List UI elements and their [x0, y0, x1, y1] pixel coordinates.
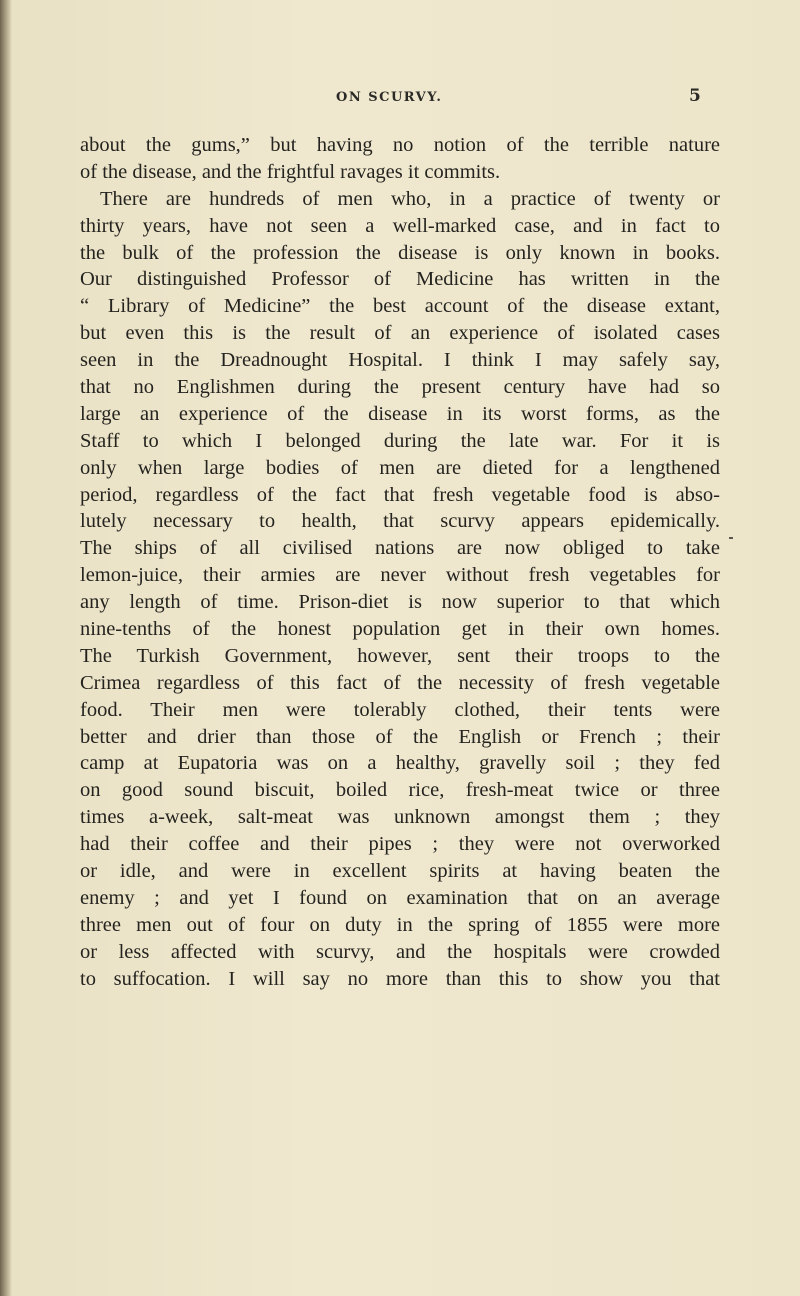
text-line: food. Their men were tolerably clothed, their tents were [80, 698, 720, 721]
text-line: seen in the Dreadnought Hospital. I think I may safely say, [80, 349, 720, 372]
text-line: to suffocation. I will say no more than this to show you that [80, 967, 720, 990]
text-line: any length of time. Prison-diet is now superior to that which [80, 591, 720, 614]
text-line: only when large bodies of men are dieted for a lengthened [80, 456, 720, 479]
text-line: The ships of all civilised nations are now obliged to take [80, 537, 720, 560]
text-line: Our distinguished Professor of Medicine has written in the [80, 268, 720, 291]
text-line: large an experience of the disease in its worst forms, as the [80, 402, 720, 425]
text-line: “ Library of Medicine” the best account of the disease extant, [80, 295, 720, 318]
body-text [80, 132, 720, 993]
text-line: period, regardless of the fact that fresh vegetable food is abso- [80, 483, 720, 506]
text-line: or idle, and were in excellent spirits at having beaten the [80, 860, 720, 883]
text-line: The Turkish Government, however, sent their troops to the [80, 644, 720, 667]
text-line: Crimea regardless of this fact of the necessity of fresh vegetable [80, 671, 720, 694]
text-line: the bulk of the profession the disease is only known in books. [80, 241, 720, 264]
text-line: that no Englishmen during the present century have had so [80, 376, 720, 399]
page-gutter-shadow [0, 0, 12, 1296]
text-line: had their coffee and their pipes ; they were not overworked [80, 833, 720, 856]
page-header [0, 86, 800, 110]
text-line: nine-tenths of the honest population get in their own homes. [80, 618, 720, 641]
text-line: lutely necessary to health, that scurvy appears epidemically. [80, 510, 720, 533]
text-line: of the disease, and the frightful ravages it commits. [80, 160, 501, 183]
margin-mark [729, 537, 733, 539]
text-line: There are hundreds of men who, in a practice of twenty or [100, 187, 720, 210]
text-line: Staff to which I belonged during the late war. For it is [80, 429, 720, 452]
page-number: 5 [689, 86, 701, 106]
text-line: but even this is the result of an experience of isolated cases [80, 322, 720, 345]
running-head: ON SCURVY. [336, 90, 443, 105]
text-line: about the gums,” but having no notion of the terrible nature [80, 134, 720, 156]
text-line: thirty years, have not seen a well-marked case, and in fact to [80, 214, 720, 237]
text-line: or less affected with scurvy, and the hospitals were crowded [80, 940, 720, 963]
text-line: three men out of four on duty in the spring of 1855 were more [80, 913, 720, 936]
text-line: better and drier than those of the English or French ; their [80, 725, 720, 748]
text-line: camp at Eupatoria was on a healthy, gravelly soil ; they fed [80, 752, 720, 775]
text-line: lemon-juice, their armies are never without fresh vegetables for [80, 564, 720, 587]
text-line: enemy ; and yet I found on examination that on an average [80, 886, 720, 909]
text-line: times a-week, salt-meat was unknown amongst them ; they [80, 806, 720, 829]
text-line: on good sound biscuit, boiled rice, fresh-meat twice or three [80, 779, 720, 802]
